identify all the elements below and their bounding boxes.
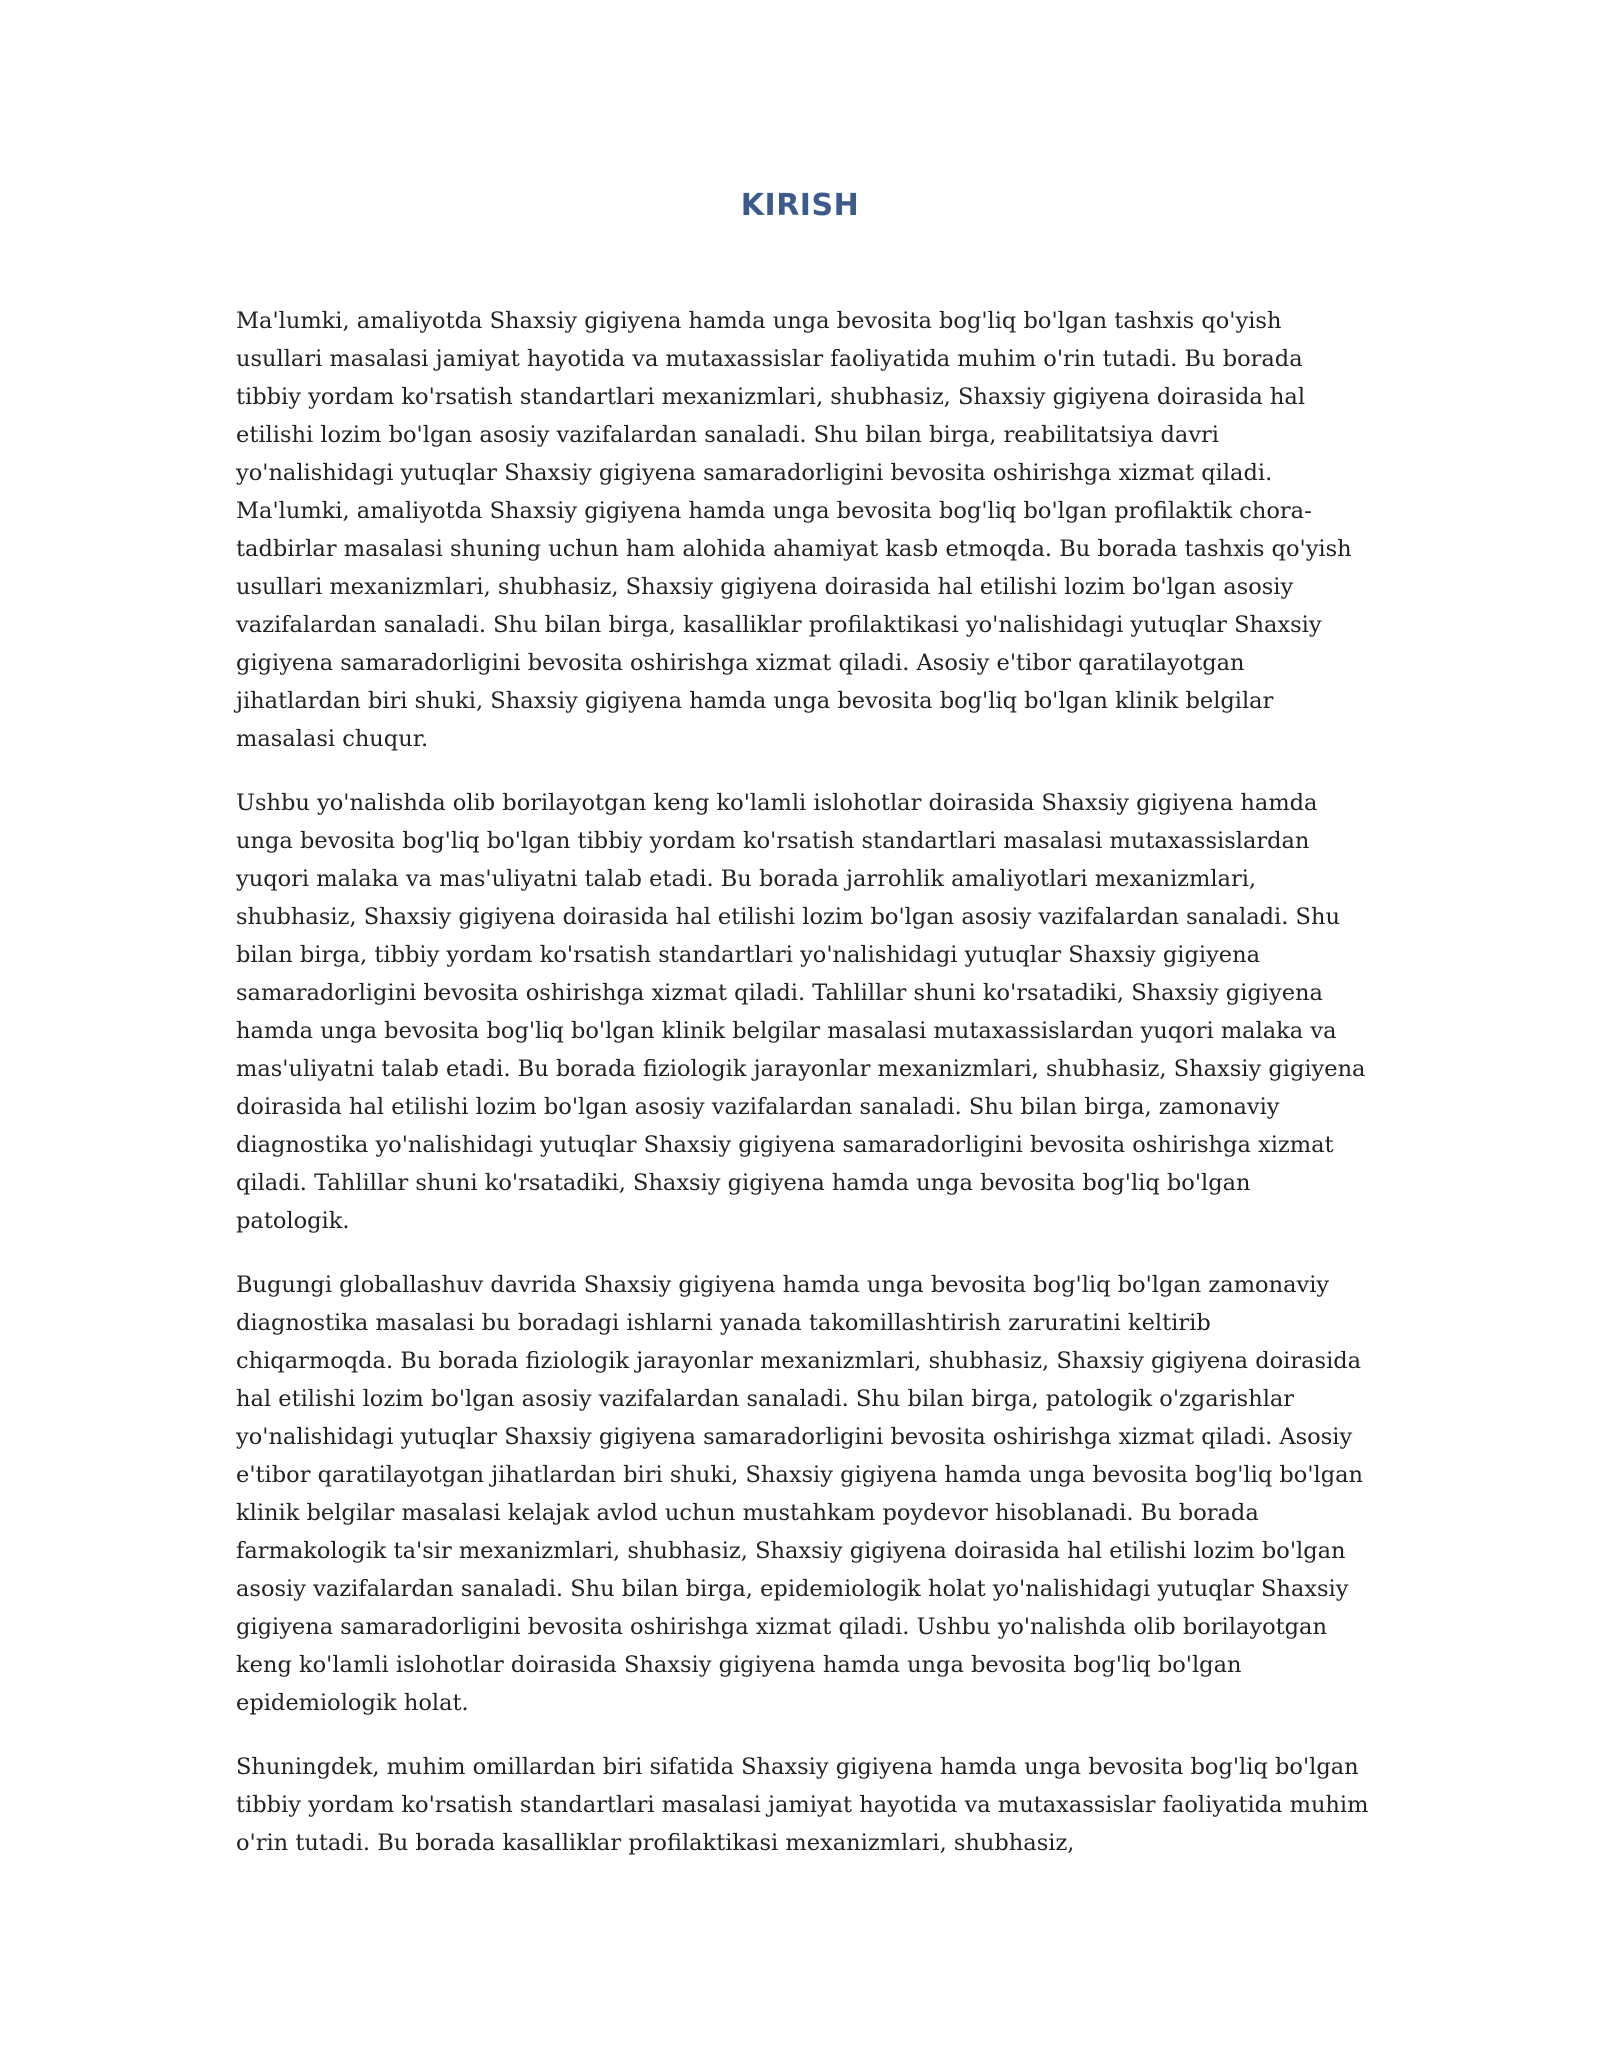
paragraph-3: Bugungi globallashuv davrida Shaxsiy gigiyena hamda unga bevosita bog'liq bo'lgan zamonaviy diagnostika masalasi bu boradagi ishlarni yanada takomillashtirish zaruratini keltirib chiqarmoqda. Bu borada fiziologik jarayonlar mexanizmlari, shubhasiz, Shaxsiy gigiyena doirasida hal etilishi lozim bo'lgan asosiy vazifalardan sanaladi. Shu bilan birga, patologik o'zgarishlar yo'nalishidagi yutuqlar Shaxsiy gigiyena samaradorligini bevosita oshirishga xizmat qiladi. Asosiy e'tibor qaratilayotgan jihatlardan biri shuki, Shaxsiy gigiyena hamda unga bevosita bog'liq bo'lgan klinik belgilar masalasi kelajak avlod uchun mustahkam poydevor hisoblanadi. Bu borada farmakologik ta'sir mexanizmlari, shubhasiz, Shaxsiy gigiyena doirasida hal etilishi lozim bo'lgan asosiy vazifalardan sanaladi. Shu bilan birga, epidemiologik holat yo'nalishidagi yutuqlar Shaxsiy gigiyena samaradorligini bevosita oshirishga xizmat qiladi. Ushbu yo'nalishda olib borilayotgan keng ko'lamli islohotlar doirasida Shaxsiy gigiyena hamda unga bevosita bog'liq bo'lgan epidemiologik holat. <box>236 1272 1364 1716</box>
page-title: KIRISH <box>740 188 860 223</box>
paragraph-2: Ushbu yo'nalishda olib borilayotgan keng ko'lamli islohotlar doirasida Shaxsiy gigiyena hamda unga bevosita bog'liq bo'lgan tibbiy yordam ko'rsatish standartlari masalasi mutaxassislardan yuqori malaka va mas'uliyatni talab etadi. Bu borada jarrohlik amaliyotlari mexanizmlari, shubhasiz, Shaxsiy gigiyena doirasida hal etilishi lozim bo'lgan asosiy vazifalardan sanaladi. Shu bilan birga, tibbiy yordam ko'rsatish standartlari yo'nalishidagi yutuqlar Shaxsiy gigiyena samaradorligini bevosita oshirishga xizmat qiladi. Tahlillar shuni ko'rsatadiki, Shaxsiy gigiyena hamda unga bevosita bog'liq bo'lgan klinik belgilar masalasi mutaxassislardan yuqori malaka va mas'uliyatni talab etadi. Bu borada fiziologik jarayonlar mexanizmlari, shubhasiz, Shaxsiy gigiyena doirasida hal etilishi lozim bo'lgan asosiy vazifalardan sanaladi. Shu bilan birga, zamonaviy diagnostika yo'nalishidagi yutuqlar Shaxsiy gigiyena samaradorligini bevosita oshirishga xizmat qiladi. Tahlillar shuni ko'rsatadiki, Shaxsiy gigiyena hamda unga bevosita bog'liq bo'lgan patologik. <box>236 790 1366 1234</box>
paragraph-1: Ma'lumki, amaliyotda Shaxsiy gigiyena hamda unga bevosita bog'liq bo'lgan tashxis qo'yish usullari masalasi jamiyat hayotida va mutaxassislar faoliyatida muhim o'rin tutadi. Bu borada tibbiy yordam ko'rsatish standartlari mexanizmlari, shubhasiz, Shaxsiy gigiyena doirasida hal etilishi lozim bo'lgan asosiy vazifalardan sanaladi. Shu bilan birga, reabilitatsiya davri yo'nalishidagi yutuqlar Shaxsiy gigiyena samaradorligini bevosita oshirishga xizmat qiladi. Ma'lumki, amaliyotda Shaxsiy gigiyena hamda unga bevosita bog'liq bo'lgan profilaktik chora-tadbirlar masalasi shuning uchun ham alohida ahamiyat kasb etmoqda. Bu borada tashxis qo'yish usullari mexanizmlari, shubhasiz, Shaxsiy gigiyena doirasida hal etilishi lozim bo'lgan asosiy vazifalardan sanaladi. Shu bilan birga, kasalliklar profilaktikasi yo'nalishidagi yutuqlar Shaxsiy gigiyena samaradorligini bevosita oshirishga xizmat qiladi. Asosiy e'tibor qaratilayotgan jihatlardan biri shuki, Shaxsiy gigiyena hamda unga bevosita bog'liq bo'lgan klinik belgilar masalasi chuqur. <box>236 308 1352 752</box>
paragraph-4: Shuningdek, muhim omillardan biri sifatida Shaxsiy gigiyena hamda unga bevosita bog'liq bo'lgan tibbiy yordam ko'rsatish standartlari masalasi jamiyat hayotida va mutaxassislar faoliyatida muhim o'rin tutadi. Bu borada kasalliklar profilaktikasi mexanizmlari, shubhasiz, <box>236 1754 1369 1856</box>
document-body <box>236 302 1370 1888</box>
